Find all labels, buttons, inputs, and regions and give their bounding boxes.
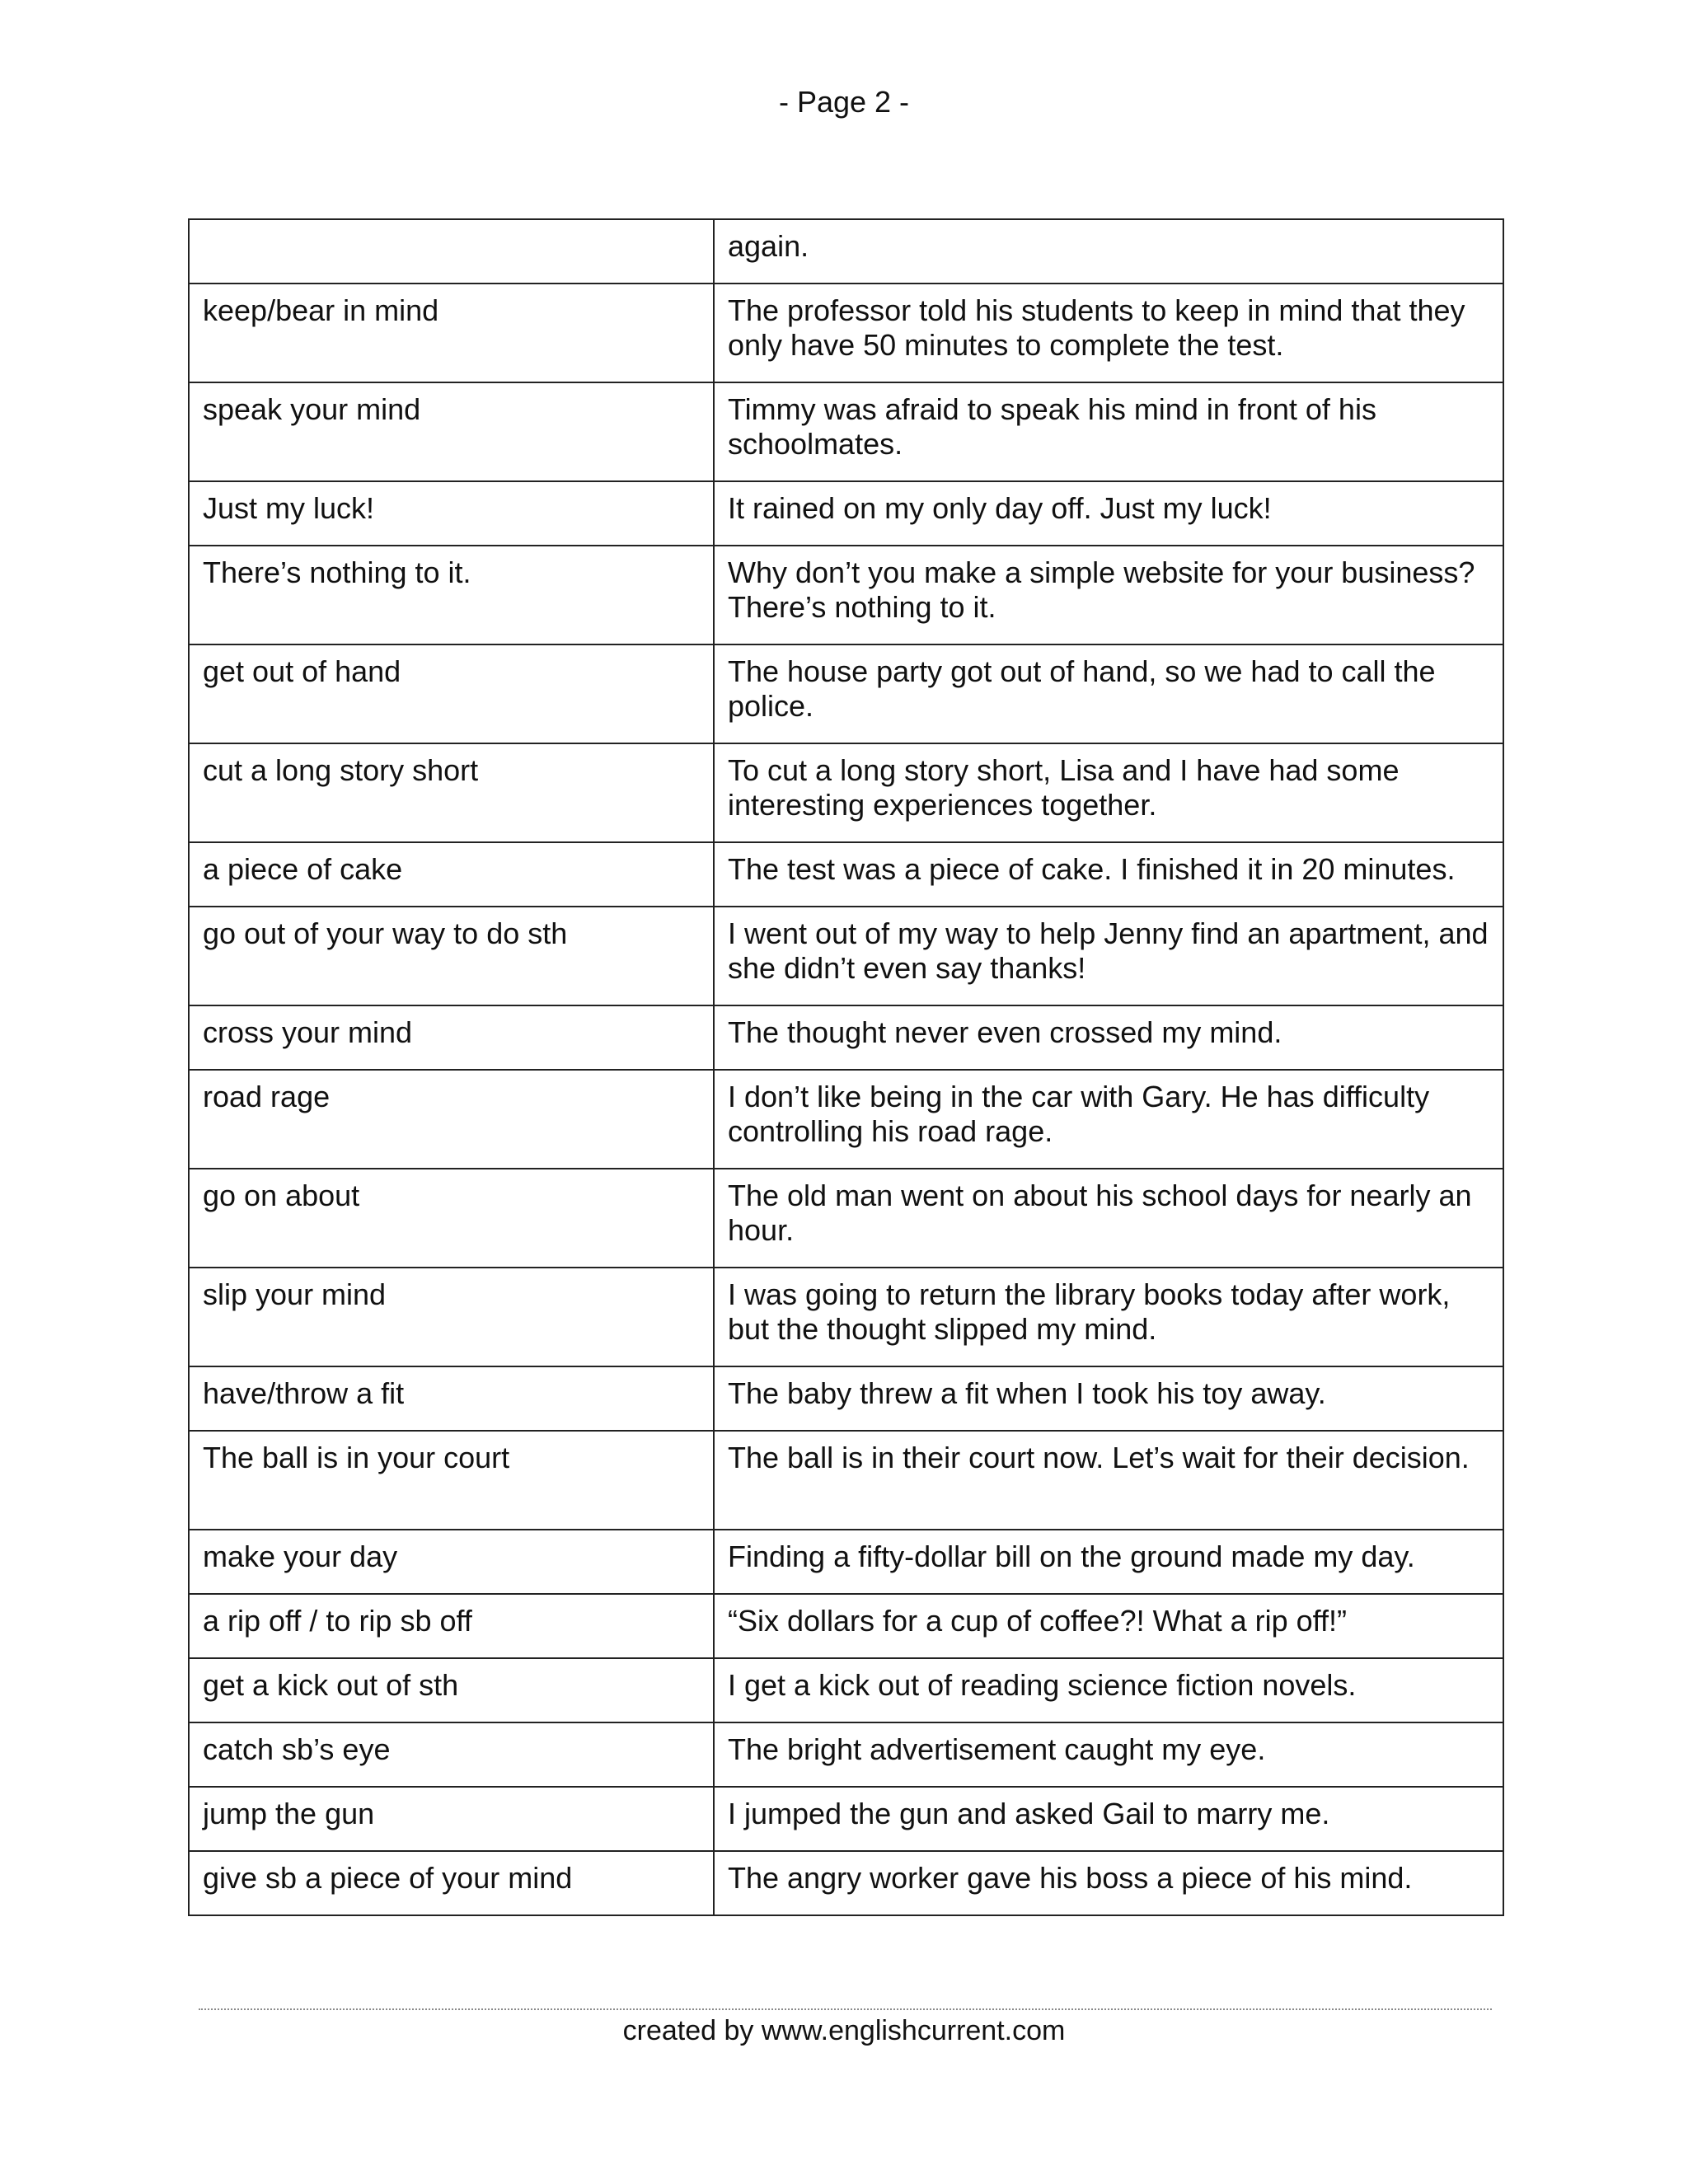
idiom-cell: There’s nothing to it. — [189, 546, 714, 644]
page-number: - Page 2 - — [778, 85, 910, 119]
idiom-cell: go on about — [189, 1169, 714, 1268]
idiom-cell: go out of your way to do sth — [189, 907, 714, 1005]
example-cell: The bright advertisement caught my eye. — [714, 1722, 1503, 1787]
table-row — [189, 1594, 1503, 1658]
example-cell: The baby threw a fit when I took his toy away. — [714, 1366, 1503, 1431]
table-row — [189, 1431, 1503, 1530]
idiom-cell: a rip off / to rip sb off — [189, 1594, 714, 1658]
table-row — [189, 1722, 1503, 1787]
table-row — [189, 1658, 1503, 1722]
table-row — [189, 842, 1503, 907]
example-cell: “Six dollars for a cup of coffee?! What a rip off!” — [714, 1594, 1503, 1658]
example-cell: I was going to return the library books today after work, but the thought slipped my mind. — [714, 1268, 1503, 1366]
table-row — [189, 219, 1503, 284]
idiom-cell: get out of hand — [189, 644, 714, 743]
table-row — [189, 1169, 1503, 1268]
example-cell: Why don’t you make a simple website for your business? There’s nothing to it. — [714, 546, 1503, 644]
table-row — [189, 481, 1503, 546]
idiom-cell: a piece of cake — [189, 842, 714, 907]
example-cell: The angry worker gave his boss a piece of his mind. — [714, 1851, 1503, 1915]
idiom-cell: Just my luck! — [189, 481, 714, 546]
table-row — [189, 1268, 1503, 1366]
idioms-table — [188, 218, 1504, 1916]
table-row — [189, 1851, 1503, 1915]
idiom-cell: slip your mind — [189, 1268, 714, 1366]
example-cell: The test was a piece of cake. I finished it in 20 minutes. — [714, 842, 1503, 907]
example-cell: I get a kick out of reading science fiction novels. — [714, 1658, 1503, 1722]
table-row — [189, 284, 1503, 382]
table-row — [189, 1787, 1503, 1851]
idiom-cell — [189, 219, 714, 284]
idiom-cell: give sb a piece of your mind — [189, 1851, 714, 1915]
example-cell: I jumped the gun and asked Gail to marry me. — [714, 1787, 1503, 1851]
idiom-cell: catch sb’s eye — [189, 1722, 714, 1787]
example-cell: It rained on my only day off. Just my luck! — [714, 481, 1503, 546]
table-row — [189, 907, 1503, 1005]
table-row — [189, 546, 1503, 644]
example-cell: I went out of my way to help Jenny find an apartment, and she didn’t even say thanks! — [714, 907, 1503, 1005]
example-cell: again. — [714, 219, 1503, 284]
idiom-cell: make your day — [189, 1530, 714, 1594]
example-cell: The professor told his students to keep in mind that they only have 50 minutes to complete the test. — [714, 284, 1503, 382]
table-row — [189, 644, 1503, 743]
footer-divider — [199, 2008, 1492, 2010]
example-cell: To cut a long story short, Lisa and I have had some interesting experiences together. — [714, 743, 1503, 842]
footer-credit: created by www.englishcurrent.com — [622, 2015, 1066, 2046]
idiom-cell: road rage — [189, 1070, 714, 1169]
idiom-cell: keep/bear in mind — [189, 284, 714, 382]
table-row — [189, 382, 1503, 481]
table-row — [189, 1005, 1503, 1070]
idiom-cell: The ball is in your court — [189, 1431, 714, 1530]
idiom-cell: get a kick out of sth — [189, 1658, 714, 1722]
example-cell: The house party got out of hand, so we had to call the police. — [714, 644, 1503, 743]
idiom-cell: cross your mind — [189, 1005, 714, 1070]
example-cell: The thought never even crossed my mind. — [714, 1005, 1503, 1070]
example-cell: The old man went on about his school days for nearly an hour. — [714, 1169, 1503, 1268]
table-row — [189, 1530, 1503, 1594]
idiom-cell: jump the gun — [189, 1787, 714, 1851]
example-cell: The ball is in their court now. Let’s wait for their decision. — [714, 1431, 1503, 1530]
table-row — [189, 743, 1503, 842]
idiom-cell: speak your mind — [189, 382, 714, 481]
idiom-cell: cut a long story short — [189, 743, 714, 842]
example-cell: Finding a fifty-dollar bill on the ground made my day. — [714, 1530, 1503, 1594]
idiom-cell: have/throw a fit — [189, 1366, 714, 1431]
example-cell: I don’t like being in the car with Gary. He has difficulty controlling his road rage. — [714, 1070, 1503, 1169]
table-row — [189, 1366, 1503, 1431]
example-cell: Timmy was afraid to speak his mind in front of his schoolmates. — [714, 382, 1503, 481]
table-row — [189, 1070, 1503, 1169]
